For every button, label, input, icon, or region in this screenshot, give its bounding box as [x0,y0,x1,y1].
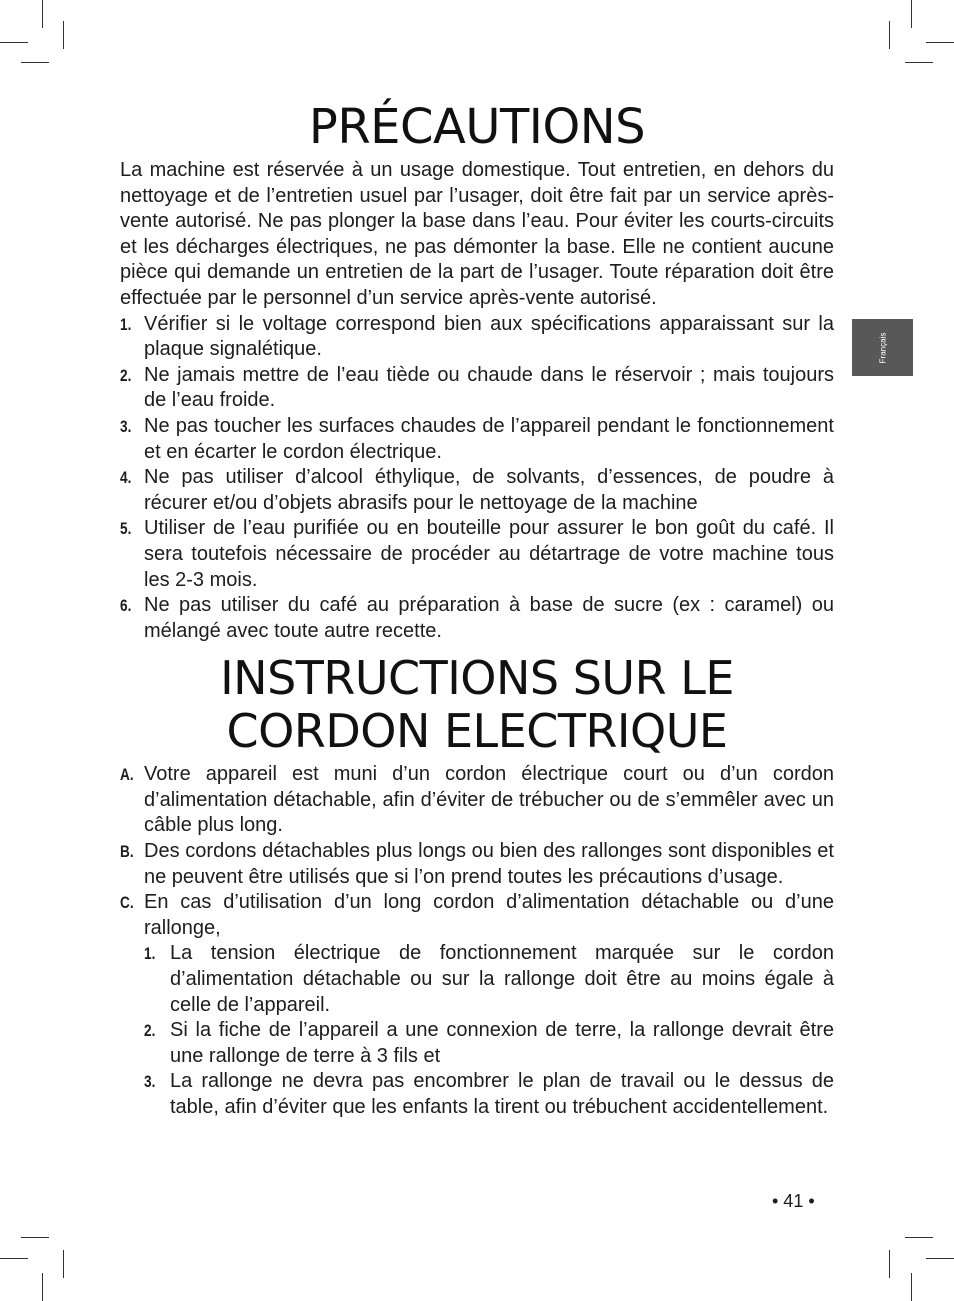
list-item-text: Si la fiche de l’appareil a une connexion de terre, la rallonge devrait être une rallonge de terre à 3 fils et [170,1019,834,1067]
list-marker: 4. [120,468,132,488]
precautions-intro: La machine est réservée à un usage domestique. Tout entretien, en dehors du nettoyage et de l’entretien usuel par l’usager, doit être fait par un service après-vente autorisé. Ne pas plonger la base dans l’eau. Pour éviter les courts-circuits et les décharges électriques, ne pas démonter la base. Elle ne contient aucune pièce qui demande un entretien de la part de l’usager. Toute réparation doit être effectuée par le personnel d’un service après-vente autorisé. [120,159,834,309]
crop-mark [42,1273,43,1301]
list-item [120,839,834,890]
language-tab-label: Français [878,332,887,363]
list-marker: 3. [144,1072,156,1092]
cord-sublist [144,941,834,1120]
precautions-list [120,312,834,645]
crop-mark [905,1237,933,1238]
crop-mark [63,1250,64,1278]
crop-mark [21,62,49,63]
list-marker: 1. [144,944,156,964]
crop-mark [0,1258,28,1259]
list-item-text: La rallonge ne devra pas encombrer le plan de travail ou le dessus de table, afin d’éviter que les enfants la tirent ou trébuchent accidentellement. [170,1070,834,1118]
list-item-text: Vérifier si le voltage correspond bien aux spécifications apparaissant sur la plaque signalétique. [144,312,834,361]
list-item [120,414,834,465]
list-item-text: Utiliser de l’eau purifiée ou en bouteille pour assurer le bon goût du café. Il sera toutefois nécessaire de procéder au détartrage de votre machine tous les 2-3 mois. [144,517,834,591]
list-item [120,312,834,363]
cord-heading-line-1: INSTRUCTIONS SUR LE [220,651,734,706]
language-tab [852,319,913,376]
list-item [120,516,834,593]
list-item-text: Ne jamais mettre de l’eau tiède ou chaude dans le réservoir ; mais toujours de l’eau froide. [144,363,834,412]
crop-mark [889,21,890,49]
list-item-text: Des cordons détachables plus longs ou bien des rallonges sont disponibles et ne peuvent être utilisés que si l’on prend toutes les précautions d’usage. [144,840,834,888]
cord-instructions-heading [120,652,834,758]
page-content [120,97,834,1121]
page-number: • 41 • [772,1191,815,1211]
cord-list [120,762,834,1120]
list-marker: C. [120,893,134,913]
list-marker: 3. [120,416,132,436]
sublist-item [144,941,834,1018]
list-marker: A. [120,765,134,785]
crop-mark [926,42,954,43]
cord-heading-line-2: CORDON ELECTRIQUE [226,704,728,759]
sublist-item [144,1069,834,1120]
list-item [120,593,834,644]
precautions-heading: PRÉCAUTIONS [308,99,646,155]
crop-mark [42,0,43,28]
sublist-item [144,1018,834,1069]
crop-mark [21,1237,49,1238]
list-marker: 5. [120,519,132,539]
list-item [120,363,834,414]
list-item-text: Ne pas utiliser d’alcool éthylique, de solvants, d’essences, de poudre à récurer et/ou d’objets abrasifs pour le nettoyage de la machine [144,466,834,514]
list-marker: 6. [120,596,132,616]
list-marker: B. [120,842,134,862]
list-item-text: Ne pas utiliser du café au préparation à base de sucre (ex : caramel) ou mélangé avec toute autre recette. [144,594,834,642]
list-marker: 2. [144,1021,156,1041]
crop-mark [63,21,64,49]
list-item-text: En cas d’utilisation d’un long cordon d’alimentation détachable ou d’une rallonge, [144,891,834,939]
crop-mark [889,1250,890,1278]
list-item-text: La tension électrique de fonctionnement marquée sur le cordon d’alimentation détachable ou sur la rallonge doit être au moins égale à celle de l’appareil. [170,942,834,1016]
crop-mark [911,1273,912,1301]
crop-mark [905,62,933,63]
list-item-text: Ne pas toucher les surfaces chaudes de l’appareil pendant le fonctionnement et en écarter le cordon électrique. [144,414,834,463]
list-marker: 1. [120,314,132,334]
crop-mark [0,42,28,43]
list-item-text: Votre appareil est muni d’un cordon électrique court ou d’un cordon d’alimentation détachable, afin d’éviter de trébucher ou de s’emmêler avec un câble plus long. [144,763,834,837]
list-marker: 2. [120,365,132,385]
crop-mark [911,0,912,28]
list-item [120,890,834,1120]
list-item [120,465,834,516]
crop-mark [926,1258,954,1259]
list-item [120,762,834,839]
